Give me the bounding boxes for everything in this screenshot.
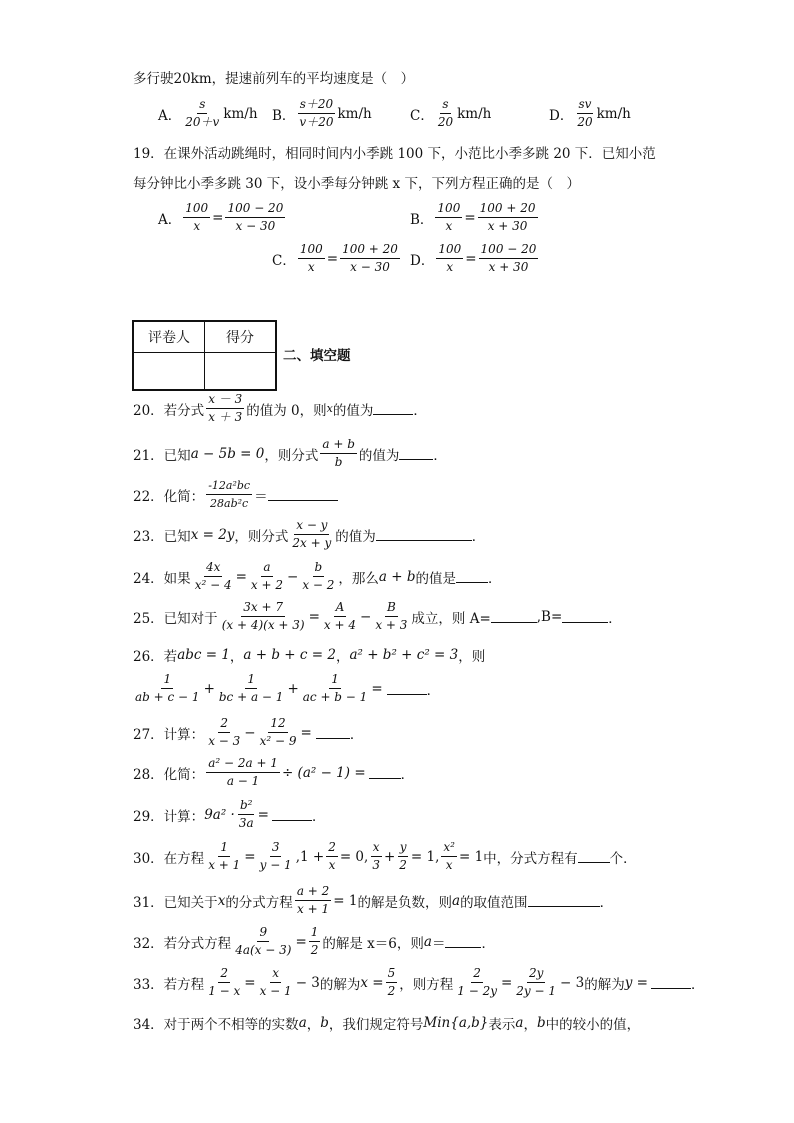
q19-option-c[interactable]: C． $\frac{100}{x}$ = $\frac{100 + 20}{x - 30}$ xyxy=(272,242,398,274)
q21: 21．已知 a − 5b = 0 ，则分式 $\frac{a + b}{b}$ 的值为 ． xyxy=(133,437,447,469)
fraction: $\frac{100}{x}$ xyxy=(299,242,323,274)
fraction: $\frac{100}{x}$ xyxy=(185,201,209,233)
q18-option-a[interactable]: A． $\frac{s}{20+v}$ km/h xyxy=(158,97,258,129)
fraction: $\frac{s+20}{v+20}$ xyxy=(299,97,334,129)
q34: 34．对于两个不相等的实数 a ， b ，我们规定符号 Min{a,b} 表示 a ， b 中的较小的值， xyxy=(133,1015,641,1033)
answer-blank[interactable] xyxy=(272,808,312,821)
q32: 32．若分式方程 $\frac{9}{4a(x - 3)}$ = $\frac{1}{2}$ 的解是 x＝6，则 a ＝ ． xyxy=(133,925,495,957)
score-table xyxy=(132,320,277,391)
q25: 25．已知对于 $\frac{3x + 7}{(x + 4)(x + 3)}$ = $\frac{A}{x + 4}$ − $\frac{B}{x + 3}$ 成立，则 A= ,B= ． xyxy=(133,600,622,632)
q27: 27．计算： $\frac{2}{x - 3}$ − $\frac{12}{\text{x² − 9}}$ = ． xyxy=(133,716,364,748)
fraction: $\frac{2}{x - 3}$ xyxy=(208,716,241,748)
q18-option-b[interactable]: B． $\frac{s+20}{v+20}$ km/h xyxy=(272,97,372,129)
fraction: $\frac{A}{x + 4}$ xyxy=(323,600,356,632)
fraction: $\frac{4x}{\text{x² − 4}}$ xyxy=(194,560,232,592)
fraction: $\frac{x - y}{2x + y}$ xyxy=(292,518,332,550)
reviewer-header: 评卷人 xyxy=(133,321,205,353)
q31: 31．已知关于 x 的分式方程 $\frac{a + 2}{x + 1}$ = 1 的解是负数，则 a 的取值范围 ． xyxy=(133,884,614,916)
q23: 23．已知 x = 2y ，则分式 $\frac{x - y}{2x + y}$ 的值为 ． xyxy=(133,518,486,550)
q20: 20．若分式 $\frac{x - 3}{x + 3}$ 的值为 0，则 x 的值为 ． xyxy=(133,392,427,424)
fraction: $\frac{\text{b²}}{3a}$ xyxy=(238,798,254,830)
q24: 24．如果 $\frac{4x}{\text{x² − 4}}$ = $\frac{a}{x + 2}$ − $\frac{b}{x - 2}$ ，那么 a + b 的值是 ． xyxy=(133,560,502,592)
fraction: $\frac{100}{x}$ xyxy=(437,201,461,233)
fraction: $\frac{a}{x + 2}$ xyxy=(250,560,283,592)
fraction: $\frac{100 - 20}{x + 30}$ xyxy=(480,242,537,274)
fraction: $\frac{3}{y - 1}$ xyxy=(259,840,292,872)
fraction: $\frac{100 - 20}{x - 30}$ xyxy=(227,201,284,233)
fraction: $\frac{x - 3}{x + 3}$ xyxy=(208,392,243,424)
q22: 22．化简： $\frac{\text{-12a²bc}}{\text{28ab²c}}$ ＝ xyxy=(133,478,338,511)
fraction: $\frac{a + 2}{x + 1}$ xyxy=(296,884,330,916)
q18-text: 多行驶20km，提速前列车的平均速度是（ ） xyxy=(133,71,415,87)
fraction: $\frac{\text{-12a²bc}}{\text{28ab²c}}$ xyxy=(208,479,251,510)
fraction: $\frac{y}{2}$ xyxy=(399,840,407,872)
fraction: $\frac{2y}{2y - 1}$ xyxy=(516,966,557,998)
answer-blank[interactable] xyxy=(369,766,401,779)
answer-blank[interactable] xyxy=(445,935,481,948)
q19-option-a[interactable]: A． $\frac{100}{x}$ = $\frac{100 - 20}{x - 30}$ xyxy=(158,201,284,233)
fraction: $\frac{x}{x - 1}$ xyxy=(259,966,292,998)
q19-line2: 每分钟比小季多跳 30 下，设小季每分钟跳 x 下，下列方程正确的是（ ） xyxy=(133,176,580,192)
fraction: $\frac{b}{x - 2}$ xyxy=(302,560,335,592)
reviewer-cell[interactable] xyxy=(133,353,205,391)
fraction: $\frac{x}{3}$ xyxy=(372,840,380,872)
fraction: $\frac{12}{\text{x² − 9}}$ xyxy=(259,716,297,748)
fraction: $\frac{\text{x²}}{x}$ xyxy=(443,840,455,872)
fraction: $\frac{2}{1 - 2y}$ xyxy=(457,966,497,998)
q18-option-c[interactable]: C． $\frac{s}{20}$ km/h xyxy=(410,97,492,129)
answer-blank[interactable] xyxy=(373,402,413,415)
fraction: $\frac{100 + 20}{x + 30}$ xyxy=(479,201,536,233)
fraction: $\frac{9}{4a(x - 3)}$ xyxy=(235,925,292,957)
q26-line2: $\frac{1}{ab + c - 1}$ + $\frac{1}{bc + a - 1}$ + $\frac{1}{ac + b - 1}$ = ． xyxy=(135,672,441,704)
score-cell[interactable] xyxy=(205,353,277,391)
fraction: $\frac{1}{ac + b - 1}$ xyxy=(302,672,368,704)
fraction: $\frac{3x + 7}{(x + 4)(x + 3)}$ xyxy=(221,600,305,632)
fraction: $\frac{1}{ab + c - 1}$ xyxy=(135,672,200,704)
fraction: $\frac{2}{x}$ xyxy=(328,840,336,872)
fraction: $\frac{1}{bc + a - 1}$ xyxy=(218,672,284,704)
q18-option-d[interactable]: D． $\frac{sv}{20}$ km/h xyxy=(549,97,631,129)
answer-blank[interactable] xyxy=(268,488,338,501)
q19-option-b[interactable]: B． $\frac{100}{x}$ = $\frac{100 + 20}{x + 30}$ xyxy=(410,201,536,233)
fraction: $\frac{\text{a² − 2a + 1}}{a - 1}$ xyxy=(208,756,278,788)
fraction: $\frac{s}{20}$ xyxy=(437,97,454,129)
answer-blank[interactable] xyxy=(578,850,610,863)
fraction: $\frac{2}{1 - x}$ xyxy=(208,966,241,998)
fraction: $\frac{5}{2}$ xyxy=(387,966,396,998)
answer-blank[interactable] xyxy=(528,894,600,907)
fraction: $\frac{s}{20+v}$ xyxy=(185,97,220,129)
q19-option-d[interactable]: D． $\frac{100}{x}$ = $\frac{100 - 20}{x + 30}$ xyxy=(410,242,537,274)
answer-blank[interactable] xyxy=(399,447,433,460)
q19-line1: 19．在课外活动跳绳时，相同时间内小季跳 100 下，小范比小季多跳 20 下．已知小范 xyxy=(133,146,656,162)
section-title: 二、填空题 xyxy=(283,348,351,364)
fraction: $\frac{B}{x + 3}$ xyxy=(375,600,408,632)
fraction: $\frac{100 + 20}{x - 30}$ xyxy=(342,242,398,274)
fraction: $\frac{sv}{20}$ xyxy=(577,97,593,129)
answer-blank[interactable] xyxy=(376,528,472,541)
score-header: 得分 xyxy=(205,321,277,353)
q28: 28．化简： $\frac{\text{a² − 2a + 1}}{a - 1}$ ÷ (a² − 1) = ． xyxy=(133,756,415,788)
q29: 29．计算： 9a² · $\frac{\text{b²}}{3a}$ = ． xyxy=(133,798,326,830)
q26-line1: 26．若 abc = 1 ， a + b + c = 2 ， a² + b² + c² = 3 ，则 xyxy=(133,647,486,665)
answer-blank[interactable] xyxy=(316,726,350,739)
q33: 33．若方程 $\frac{2}{1 - x}$ = $\frac{x}{x - 1}$ − 3 的解为 x = $\frac{5}{2}$ ，则方程 $\frac{2}{1 - 2y}$ = $\frac{2y}{2y - 1}$ − 3 的解为 y = ． xyxy=(133,966,705,998)
answer-blank-a[interactable] xyxy=(491,610,537,623)
answer-blank[interactable] xyxy=(456,570,488,583)
q30: 30．在方程 $\frac{1}{x + 1}$ = $\frac{3}{y - 1}$ ,1 + $\frac{2}{x}$ = 0, $\frac{x}{3}$ + $\frac{y}{2}$ = 1, $\frac{\text{x²}}{x}$ = 1 中，分式方程有 个． xyxy=(133,840,637,872)
answer-blank-b[interactable] xyxy=(562,610,608,623)
answer-blank[interactable] xyxy=(387,682,427,695)
fraction: $\frac{100}{x}$ xyxy=(438,242,462,274)
fraction: $\frac{a + b}{b}$ xyxy=(322,437,355,469)
answer-blank[interactable] xyxy=(651,976,691,989)
fraction: $\frac{1}{2}$ xyxy=(310,925,319,957)
fraction: $\frac{1}{x + 1}$ xyxy=(208,840,241,872)
